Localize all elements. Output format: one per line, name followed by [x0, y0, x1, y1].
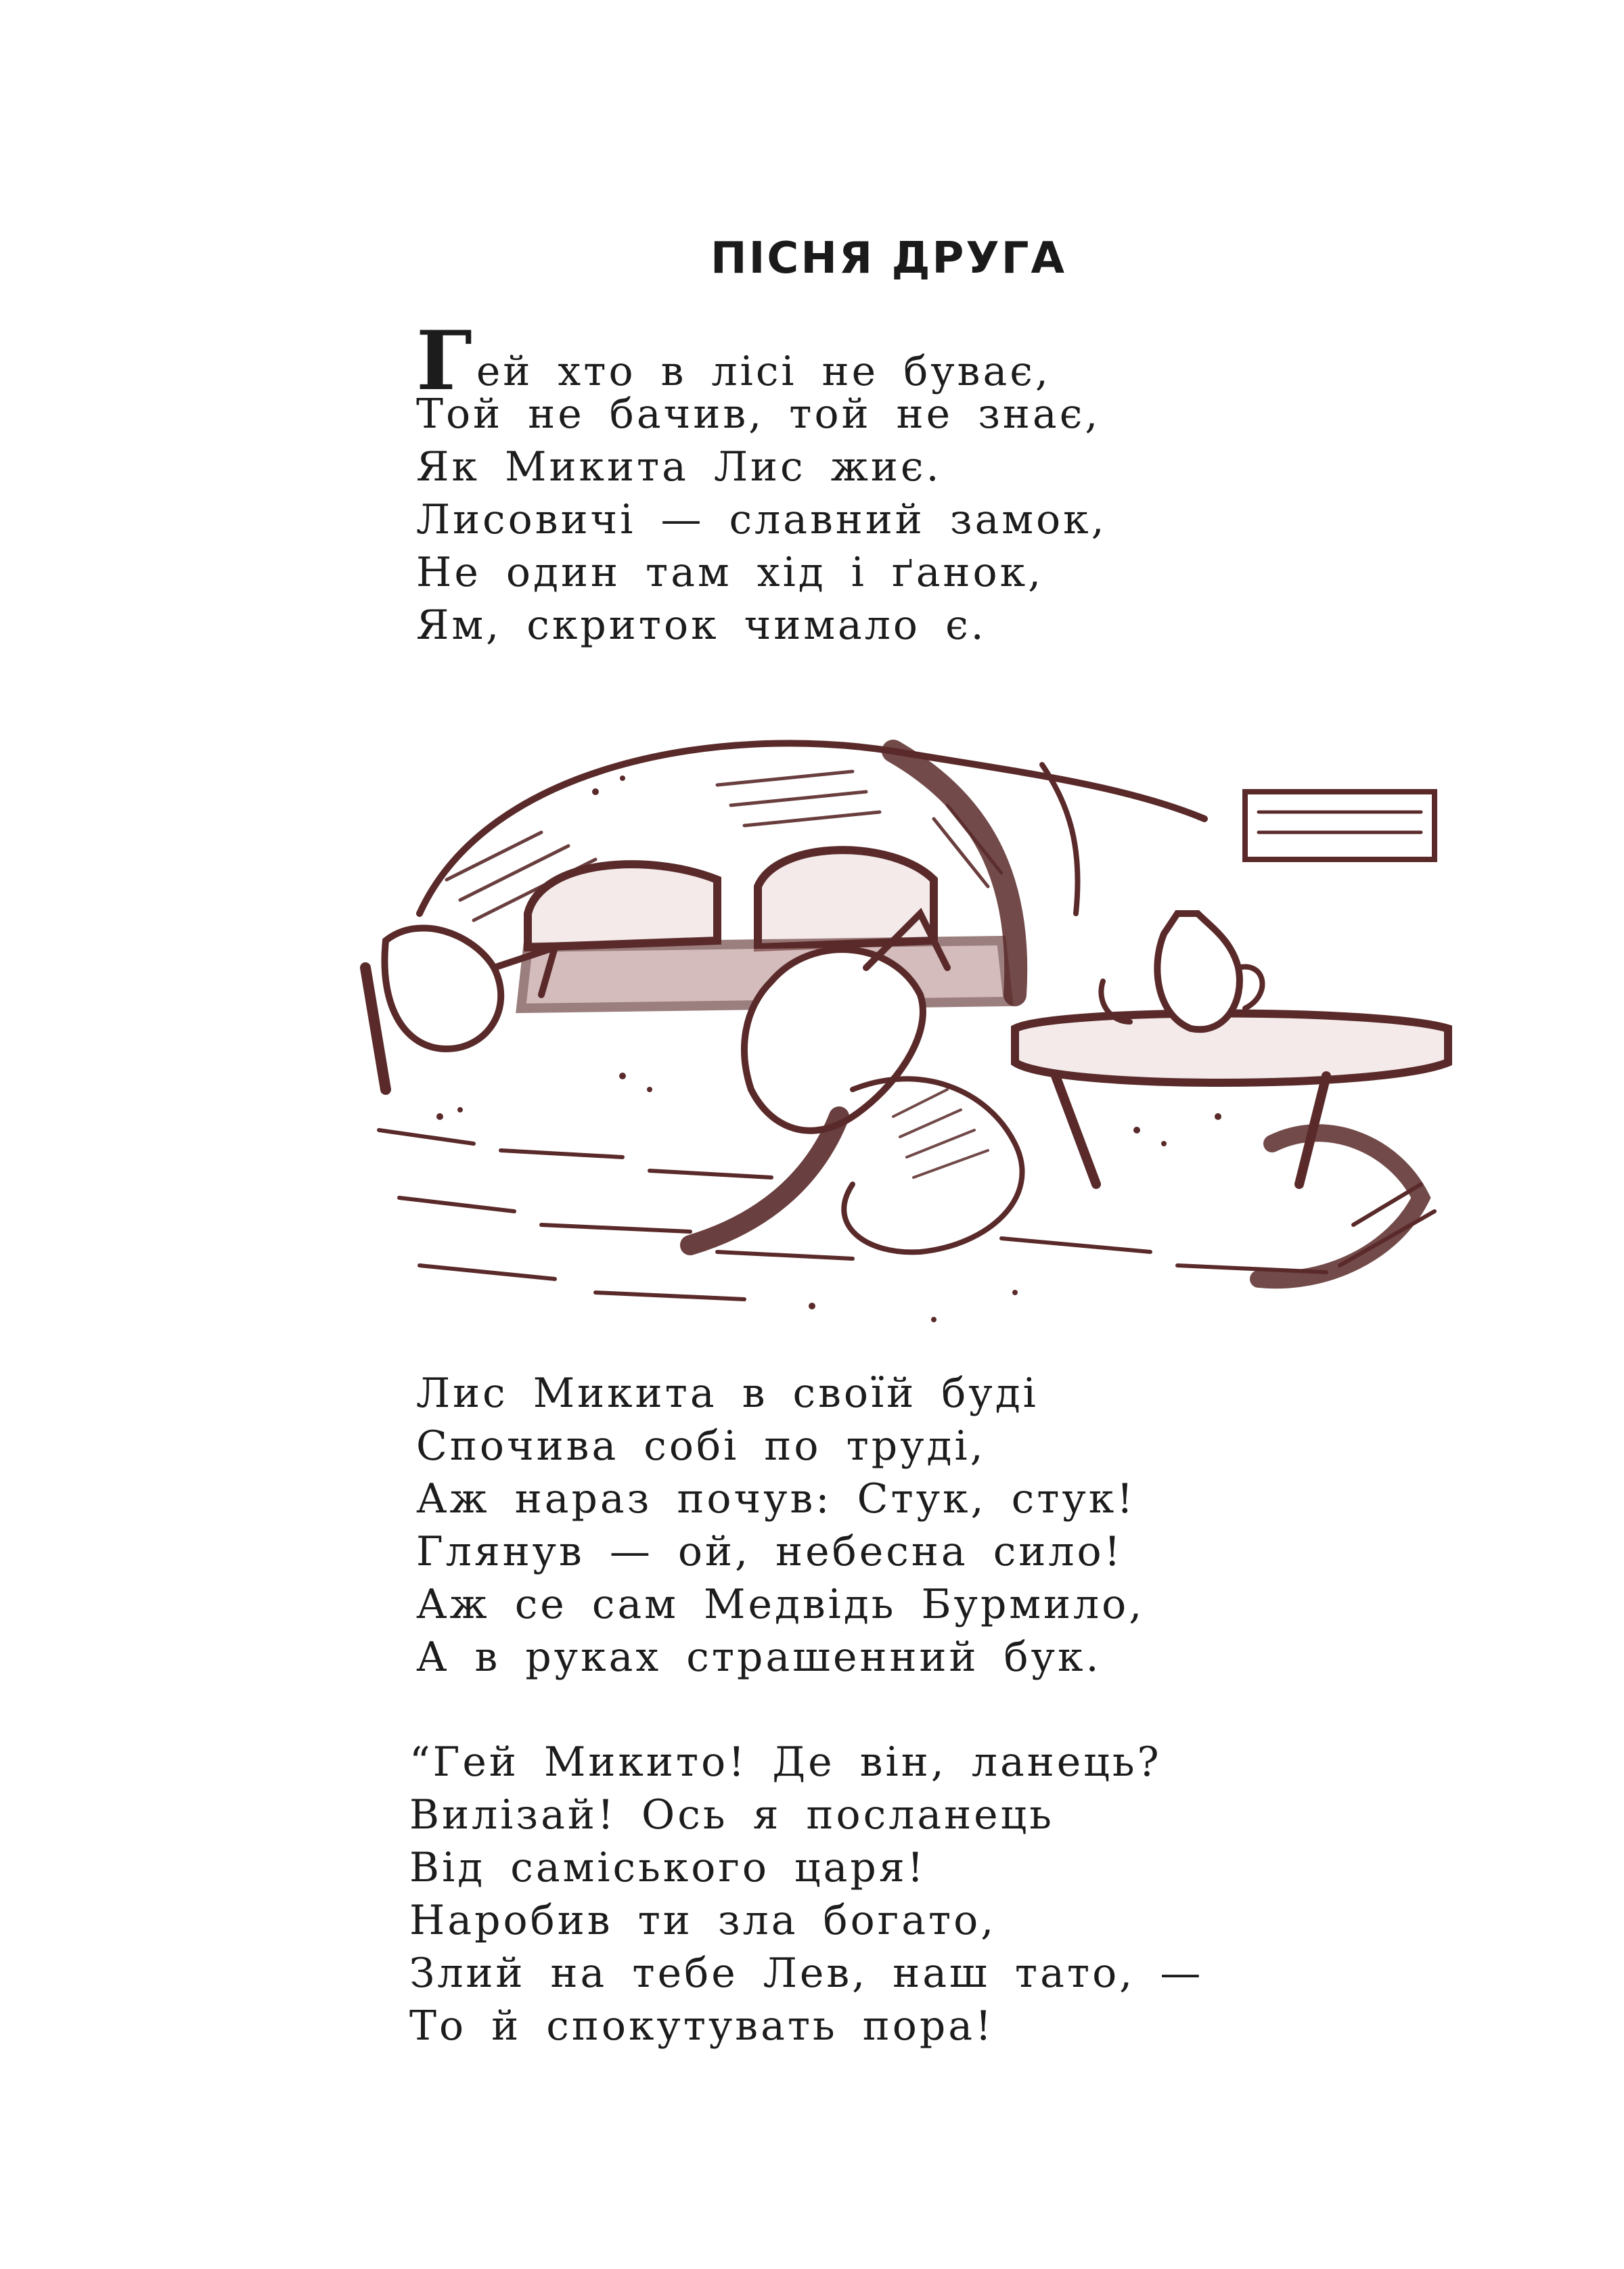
stanza-1-line-1 [416, 313, 1107, 409]
stanza-3-line-5: Злий на тебе Лев, наш тато, — [409, 1950, 1204, 1997]
stanza-3-line-2: Вилізай! Ось я посланець [409, 1791, 1054, 1839]
stanza-2-line-4: Глянув — ой, небесна сило! [416, 1528, 1123, 1575]
stanza-2-line-6: А в руках страшенний бук. [416, 1634, 1102, 1681]
page-title: ПІСНЯ ДРУГА [710, 233, 1067, 284]
stanza-3 [409, 1736, 1203, 2052]
fox-den-engraving-icon [338, 711, 1462, 1340]
stanza-1-line-6: Ям, скриток чимало є. [416, 602, 987, 649]
stanza-3-line-4: Наробив ти зла богато, [409, 1897, 997, 1944]
stanza-3-line-6: То й спокутувать пора! [409, 2002, 995, 2050]
stanza-1 [416, 313, 1107, 652]
stanza-3-line-1: “Гей Микито! Де він, ланець? [409, 1738, 1162, 1786]
drop-cap: Г [416, 313, 472, 409]
stanza-2 [416, 1367, 1144, 1684]
stanza-2-line-1: Лис Микита в своїй буді [416, 1370, 1039, 1417]
stanza-1-line-4: Лисовичі — славний замок, [416, 496, 1107, 543]
stanza-2-line-3: Аж нараз почув: Стук, стук! [416, 1475, 1136, 1523]
stanza-1-line-3: Як Микита Лис жиє. [416, 443, 942, 491]
stanza-1-line-5: Не один там хід і ґанок, [416, 549, 1044, 596]
stanza-1-line-2: Той не бачив, той не знає, [416, 390, 1101, 438]
stanza-2-line-5: Аж се сам Медвідь Бурмило, [416, 1581, 1145, 1628]
stanza-3-line-3: Від саміського царя! [409, 1844, 926, 1891]
stanza-2-line-2: Спочива собі по труді, [416, 1422, 986, 1470]
stanza-1-line-1-text: ей хто в лісі не буває, [476, 348, 1051, 395]
